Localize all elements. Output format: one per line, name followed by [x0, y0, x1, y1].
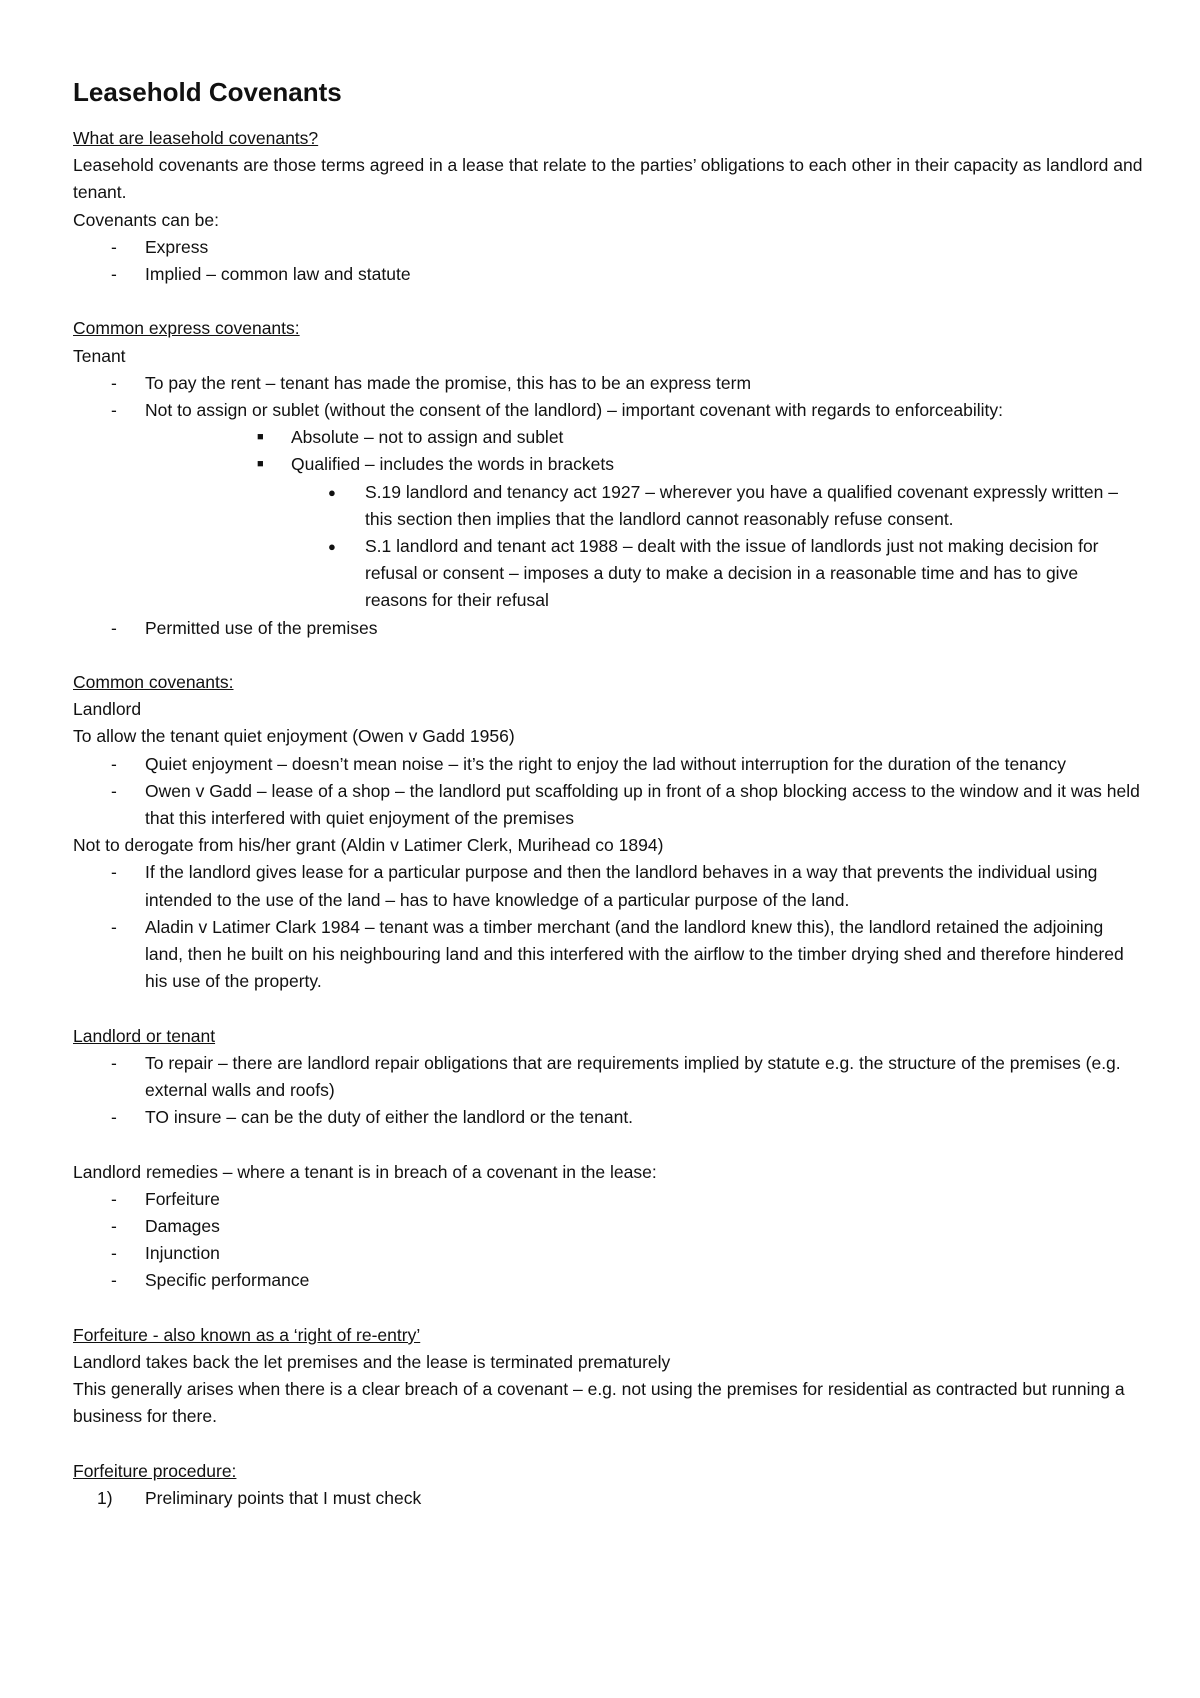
paragraph: Leasehold covenants are those terms agreed in a lease that relate to the parties’ obligations to each other in their capacity as landlord and tenant.	[73, 155, 1143, 203]
list-item-text: Express	[145, 236, 209, 257]
list-item-text: S.1 landlord and tenant act 1988 – dealt with the issue of landlords just not making decision for refusal or consent – imposes a duty to make a decision in a reasonable time and has to give reasons for their refusal	[365, 536, 1099, 611]
square-bullet: ■	[257, 431, 264, 444]
section-heading-what-are: What are leasehold covenants?	[73, 128, 319, 148]
section-heading-forfeiture-procedure: Forfeiture procedure:	[73, 1460, 237, 1481]
dash-bullet: -	[111, 916, 117, 937]
dash-bullet: -	[111, 400, 117, 421]
list-item-text: Aladin v Latimer Clark 1984 – tenant was a timber merchant (and the landlord knew this), the landlord retained the adjoining land, then he built on his neighbouring land and this interfered with the airflow to the timber drying shed and therefore hindered his use of the property.	[145, 916, 1124, 992]
dash-bullet: -	[111, 617, 117, 638]
dash-bullet: -	[111, 236, 117, 257]
subheading-landlord: Landlord	[73, 699, 142, 720]
square-bullet: ■	[257, 458, 264, 471]
paragraph: This generally arises when there is a clear breach of a covenant – e.g. not using the premises for residential as contracted but running a business for there.	[73, 1379, 1125, 1427]
list-item-text: Specific performance	[145, 1270, 310, 1291]
list-item-text: Permitted use of the premises	[145, 617, 378, 638]
list-item	[73, 451, 1143, 478]
list-item-text: S.19 landlord and tenancy act 1927 – wherever you have a qualified covenant expressly written – this section then implies that the landlord cannot reasonably refuse consent.	[365, 481, 1118, 529]
dash-bullet: -	[111, 1270, 117, 1291]
spacer	[73, 288, 1143, 315]
list-item	[73, 615, 1143, 642]
list-item	[73, 1186, 1143, 1213]
list-item	[73, 914, 1143, 996]
list-item	[73, 1104, 1143, 1131]
dash-bullet: -	[111, 1188, 117, 1209]
dash-bullet: -	[111, 753, 117, 774]
list-item	[73, 778, 1143, 832]
list-item-text: TO insure – can be the duty of either the landlord or the tenant.	[145, 1107, 634, 1128]
paragraph-landlord-remedies: Landlord remedies – where a tenant is in breach of a covenant in the lease:	[73, 1161, 657, 1182]
list-item-text: Damages	[145, 1216, 220, 1237]
section-heading-express-covenants: Common express covenants:	[73, 318, 300, 339]
list-item	[73, 1267, 1143, 1294]
dash-bullet: -	[111, 780, 117, 801]
list-item	[73, 397, 1143, 424]
list-item-text: If the landlord gives lease for a particular purpose and then the landlord behaves in a way that prevents the individual using intended to the use of the land – has to have knowledge of a particular purpose of the land.	[145, 862, 1098, 910]
section-heading-landlord-or-tenant: Landlord or tenant	[73, 1025, 216, 1046]
list-item	[73, 261, 1143, 288]
list-item	[73, 479, 1143, 533]
list-item-text: Qualified – includes the words in brackets	[291, 454, 614, 475]
numbered-list-item	[73, 1485, 1143, 1512]
list-item-text: Preliminary points that I must check	[145, 1488, 422, 1509]
dot-bullet: ●	[328, 539, 336, 555]
document-page	[73, 74, 1143, 1512]
list-item-text: Injunction	[145, 1243, 220, 1264]
section-heading-common-covenants: Common covenants:	[73, 672, 234, 693]
dot-bullet: ●	[328, 484, 336, 500]
list-item-text: Absolute – not to assign and sublet	[291, 427, 564, 448]
paragraph: Not to derogate from his/her grant (Aldin v Latimer Clerk, Murihead co 1894)	[73, 835, 664, 856]
dash-bullet: -	[111, 372, 117, 393]
list-item-text: Not to assign or sublet (without the consent of the landlord) – important covenant with regards to enforceability:	[145, 400, 1003, 421]
list-item	[73, 1240, 1143, 1267]
list-item	[73, 1213, 1143, 1240]
list-item	[73, 234, 1143, 261]
list-item	[73, 370, 1143, 397]
spacer	[73, 995, 1143, 1022]
document-title: Leasehold Covenants	[73, 77, 342, 107]
spacer	[73, 1431, 1143, 1458]
list-item	[73, 424, 1143, 451]
subheading-tenant: Tenant	[73, 345, 126, 366]
list-item-text: To pay the rent – tenant has made the promise, this has to be an express term	[145, 372, 752, 393]
spacer	[73, 1295, 1143, 1322]
list-item-text: Forfeiture	[145, 1188, 220, 1209]
paragraph: To allow the tenant quiet enjoyment (Owen v Gadd 1956)	[73, 726, 515, 747]
spacer	[73, 642, 1143, 669]
dash-bullet: -	[111, 1243, 117, 1264]
dash-bullet: -	[111, 264, 117, 285]
list-item-text: Quiet enjoyment – doesn’t mean noise – it’s the right to enjoy the lad without interruption for the duration of the tenancy	[145, 753, 1066, 774]
dash-bullet: -	[111, 1107, 117, 1128]
paragraph: Landlord takes back the let premises and the lease is terminated prematurely	[73, 1352, 671, 1373]
paragraph: Covenants can be:	[73, 209, 219, 230]
list-item	[73, 859, 1143, 913]
dash-bullet: -	[111, 1216, 117, 1237]
list-item-text: To repair – there are landlord repair obligations that are requirements implied by statute e.g. the structure of the premises (e.g. external walls and roofs)	[145, 1052, 1121, 1101]
list-item	[73, 751, 1143, 778]
list-item-text: Implied – common law and statute	[145, 264, 411, 285]
section-heading-forfeiture: Forfeiture - also known as a ‘right of re-entry’	[73, 1324, 421, 1345]
dash-bullet: -	[111, 1052, 117, 1073]
list-item	[73, 1050, 1143, 1104]
dash-bullet: -	[111, 862, 117, 883]
spacer	[73, 1131, 1143, 1158]
list-item	[73, 533, 1143, 615]
list-number: 1)	[97, 1488, 113, 1509]
list-item-text: Owen v Gadd – lease of a shop – the landlord put scaffolding up in front of a shop blocking access to the window and it was held that this interfered with quiet enjoyment of the premises	[145, 780, 1140, 829]
